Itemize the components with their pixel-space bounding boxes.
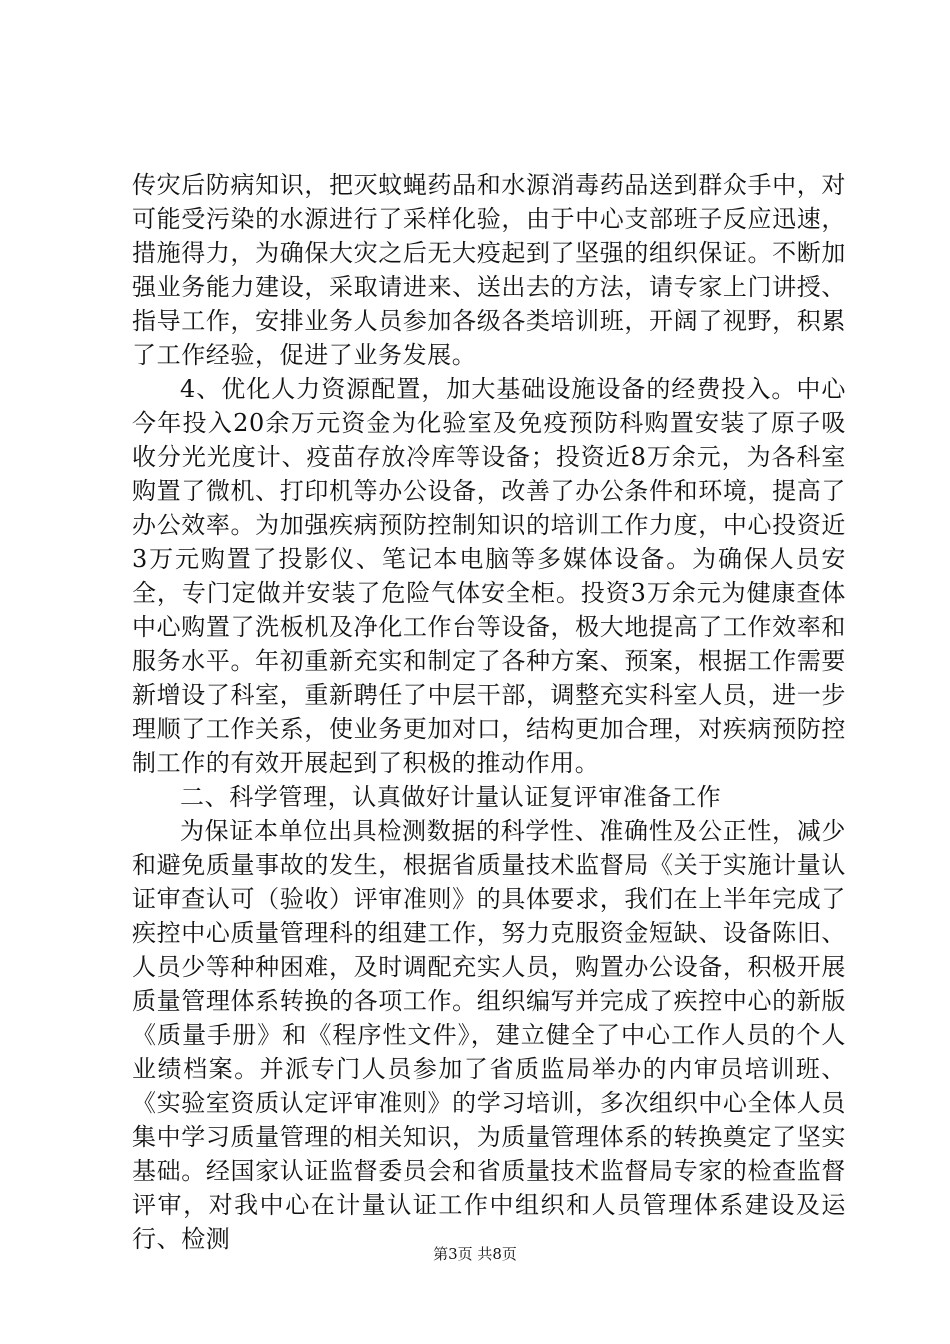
section-heading-scientific-management: 二、科学管理，认真做好计量认证复评审准备工作 bbox=[180, 783, 722, 811]
paragraph-metrology-certification: 为保证本单位出具检测数据的科学性、准确性及公正性，减少和避免质量事故的发生，根据省质量技术监督局《关于实施计量认证审查认可（验收）评审准则》的具体要求，我们在上半年完成了疾控中心质量管理科的组建工作，努力克服资金短缺、设备陈旧、人员少等种种困难，及时调配充实人员，购置办公设备，积极开展质量管理体系转换的各项工作。组织编写并完成了疾控中心的新版《质量手册》和《程序性文件》，建立健全了中心工作人员的个人业绩档案。并派专门人员参加了省质监局举办的内审员培训班、《实验室资质认定评审准则》的学习培训，多次组织中心全体人员集中学习质量管理的相关知识，为质量管理体系的转换奠定了坚实基础。经国家认证监督委员会和省质量技术监督局专家的检查监督评审，对我中心在计量认证工作中组织和人员管理体系建设及运行、检测 bbox=[132, 817, 846, 1253]
page-number-footer: 第3页 共8页 bbox=[433, 1245, 517, 1263]
document-body bbox=[132, 168, 846, 1256]
paragraph-resource-allocation: 4、优化人力资源配置，加大基础设施设备的经费投入。中心今年投入20余万元资金为化验室及免疫预防科购置安装了原子吸收分光光度计、疫苗存放冷库等设备；投资近8万余元，为各科室购置了微机、打印机等办公设备，改善了办公条件和环境，提高了办公效率。为加强疾病预防控制知识的培训工作力度，中心投资近3万元购置了投影仪、笔记本电脑等多媒体设备。为确保人员安全，专门定做并安装了危险气体安全柜。投资3万余元为健康查体中心购置了洗板机及净化工作台等设备，极大地提高了工作效率和服务水平。年初重新充实和制定了各种方案、预案，根据工作需要新增设了科室，重新聘任了中层干部，调整充实科室人员，进一步理顺了工作关系，使业务更加对口，结构更加合理，对疾病预防控制工作的有效开展起到了积极的推动作用。 bbox=[132, 375, 846, 777]
paragraph-continuation: 传灾后防病知识，把灭蚊蝇药品和水源消毒药品送到群众手中，对可能受污染的水源进行了采样化验，由于中心支部班子反应迅速，措施得力，为确保大灾之后无大疫起到了坚强的组织保证。不断加强业务能力建设，采取请进来、送出去的方法，请专家上门讲授、指导工作，安排业务人员参加各级各类培训班，开阔了视野，积累了工作经验，促进了业务发展。 bbox=[132, 171, 846, 369]
